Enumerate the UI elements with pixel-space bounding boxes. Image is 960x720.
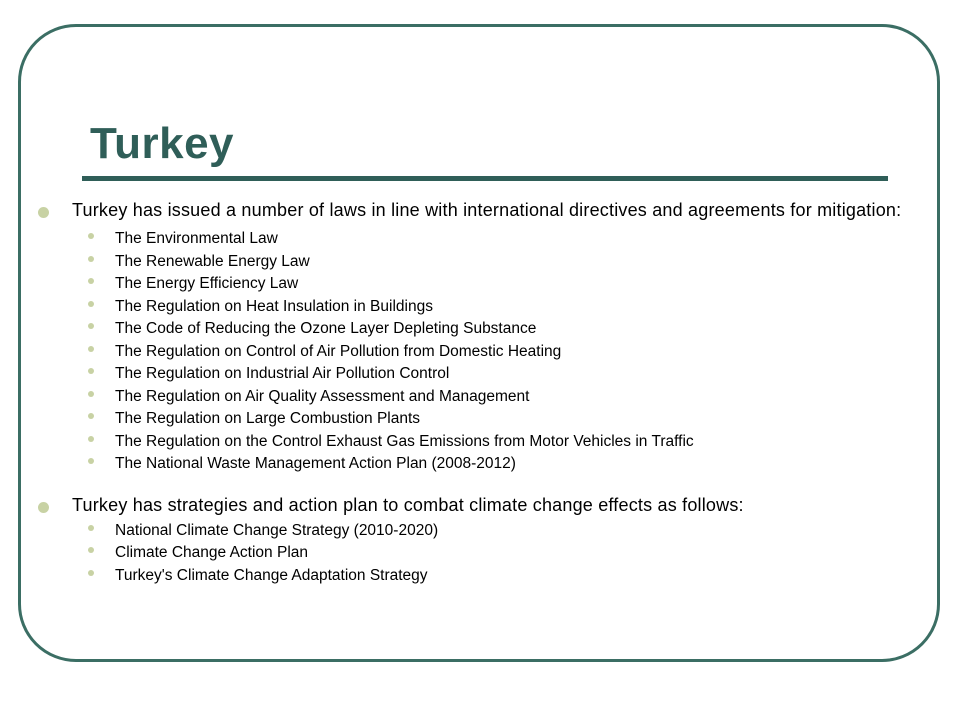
sub-bullet-icon xyxy=(88,525,94,531)
list-item: The Regulation on Control of Air Pollution from Domestic Heating xyxy=(115,341,938,364)
slide-content xyxy=(38,198,938,587)
list-item: The Energy Efficiency Law xyxy=(115,273,938,296)
sub-bullet-icon xyxy=(88,547,94,553)
list-item: The Regulation on Industrial Air Pollution Control xyxy=(115,363,938,386)
bullet-dot-icon xyxy=(38,207,49,218)
sub-bullet-icon xyxy=(88,256,94,262)
section-heading: Turkey has issued a number of laws in line with international directives and agreements for mitigation: xyxy=(72,200,902,220)
list-item: The Renewable Energy Law xyxy=(115,251,938,274)
sub-bullet-icon xyxy=(88,278,94,284)
list-item: Climate Change Action Plan xyxy=(115,542,938,565)
title-underline xyxy=(82,176,888,181)
list-item: The Environmental Law xyxy=(115,228,938,251)
sub-bullet-icon xyxy=(88,233,94,239)
sub-bullet-icon xyxy=(88,346,94,352)
slide-title: Turkey xyxy=(90,119,235,168)
sub-bullet-icon xyxy=(88,413,94,419)
list-item: The Regulation on the Control Exhaust Gas Emissions from Motor Vehicles in Traffic xyxy=(115,431,938,454)
bullet-section-strategies xyxy=(38,493,938,588)
bullet-section-laws xyxy=(38,198,938,476)
list-item: The Code of Reducing the Ozone Layer Depleting Substance xyxy=(115,318,938,341)
sub-bullet-icon xyxy=(88,301,94,307)
list-item: The Regulation on Air Quality Assessment and Management xyxy=(115,386,938,409)
bullet-dot-icon xyxy=(38,502,49,513)
list-item: The Regulation on Large Combustion Plants xyxy=(115,408,938,431)
sub-bullet-icon xyxy=(88,323,94,329)
sub-bullet-icon xyxy=(88,391,94,397)
sub-bullet-icon xyxy=(88,570,94,576)
list-item: The National Waste Management Action Plan (2008-2012) xyxy=(115,453,938,476)
list-item: The Regulation on Heat Insulation in Buildings xyxy=(115,296,938,319)
section-heading: Turkey has strategies and action plan to combat climate change effects as follows: xyxy=(72,494,744,515)
sub-bullet-icon xyxy=(88,458,94,464)
strategies-list xyxy=(38,520,938,588)
sub-bullet-icon xyxy=(88,436,94,442)
list-item: National Climate Change Strategy (2010-2020) xyxy=(115,520,938,543)
laws-list xyxy=(38,228,938,476)
list-item: Turkey's Climate Change Adaptation Strategy xyxy=(115,565,938,588)
sub-bullet-icon xyxy=(88,368,94,374)
